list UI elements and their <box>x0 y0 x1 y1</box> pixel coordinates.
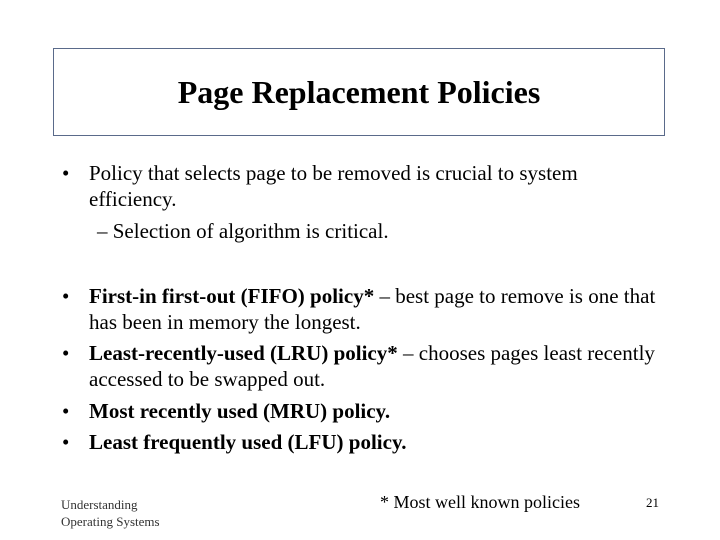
footer-course <box>61 496 160 530</box>
policy-name: Most recently used (MRU) policy. <box>89 399 391 423</box>
intro-text: Policy that selects page to be removed is crucial to system efficiency. <box>89 161 578 211</box>
bullet-dot: • <box>62 430 70 454</box>
policy-text <box>89 283 662 335</box>
footer-course-line2: Operating Systems <box>61 514 160 529</box>
bullet-dot: • <box>62 284 70 308</box>
footer-note: * Most well known policies <box>380 492 580 512</box>
policy-lru <box>62 340 662 392</box>
policy-desc: – chooses pages least recently accessed to be swapped out. <box>89 341 655 391</box>
footer-course-line1: Understanding <box>61 497 138 512</box>
title-box <box>53 48 665 136</box>
policy-mru <box>62 398 662 424</box>
bullet-dot: • <box>62 341 70 365</box>
policy-name: Least frequently used (LFU) policy. <box>89 430 407 454</box>
bullet-dot: • <box>62 161 70 185</box>
slide-title: Page Replacement Policies <box>177 73 541 110</box>
sub-dash: – <box>97 219 108 243</box>
policy-text <box>89 340 662 392</box>
policy-fifo <box>62 283 662 335</box>
bullet-dot: • <box>62 399 70 423</box>
intro-bullet <box>62 160 662 212</box>
page-number: 21 <box>646 495 659 510</box>
policy-name: Least-recently-used (LRU) policy* <box>89 341 398 365</box>
policy-lfu <box>62 429 662 455</box>
policy-name: First-in first-out (FIFO) policy* <box>89 284 375 308</box>
intro-sub-text: Selection of algorithm is critical. <box>112 219 389 243</box>
intro-sub-bullet <box>97 218 657 244</box>
policy-text <box>89 429 662 455</box>
policy-text <box>89 398 662 424</box>
policy-desc: – best page to remove is one that has been in memory the longest. <box>89 284 656 334</box>
